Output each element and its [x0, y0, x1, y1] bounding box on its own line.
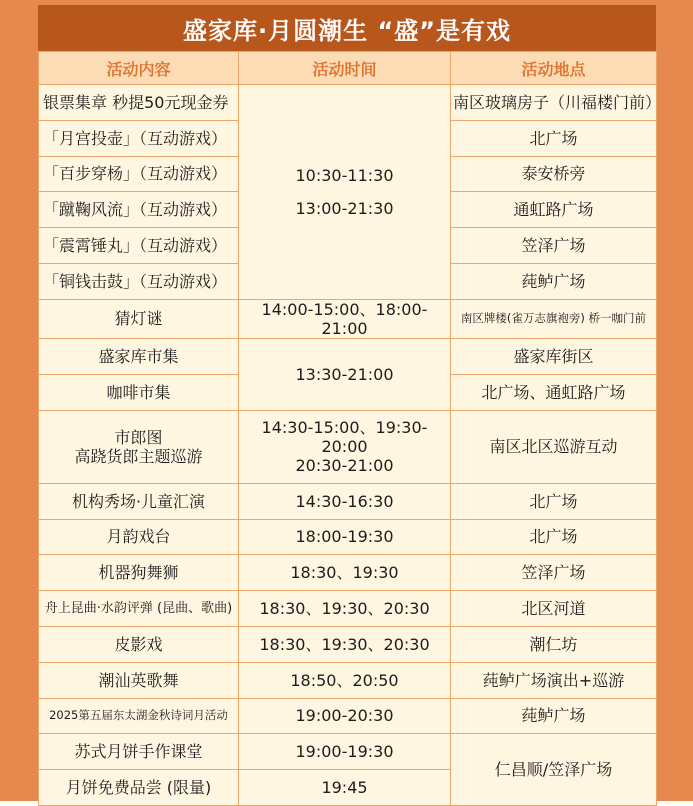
- games-time-cell: [239, 85, 451, 300]
- schedule-card: [38, 5, 662, 801]
- schedule-table: [38, 51, 662, 806]
- time-cell: 18:00-19:30: [239, 519, 451, 555]
- activity-cell: 2025第五届东太湖金秋诗词月活动: [39, 698, 239, 734]
- time-line-1: 14:30-15:00、19:30-20:00: [261, 417, 428, 457]
- activity-cell: 猜灯谜: [39, 299, 239, 338]
- activity-cell: 舟上昆曲·水韵评弹 (昆曲、歌曲): [39, 591, 239, 627]
- time-cell: 19:45: [239, 770, 451, 806]
- time-cell: 18:30、19:30、20:30: [239, 591, 451, 627]
- activity-cell: 皮影戏: [39, 626, 239, 662]
- header-time: 活动时间: [239, 52, 451, 85]
- games-time-2: 13:00-21:30: [295, 198, 394, 218]
- activity-cell: 咖啡市集: [39, 374, 239, 410]
- location-cell: 北区河道: [451, 591, 657, 627]
- location-cell: 莼鲈广场: [451, 263, 657, 299]
- location-cell: 北广场: [451, 120, 657, 156]
- table-row: [39, 662, 657, 698]
- location-cell: 北广场、通虹路广场: [451, 374, 657, 410]
- time-cell: 19:00-19:30: [239, 734, 451, 770]
- activity-line-2: 高跷货郎主题巡游: [74, 446, 203, 466]
- activity-cell: 月饼免费品尝 (限量): [39, 770, 239, 806]
- table-row: [39, 734, 657, 770]
- location-cell: 南区牌楼(雀万志旗袍旁) 桥一咖门前: [451, 299, 657, 338]
- table-row: [39, 555, 657, 591]
- games-time-1: 10:30-11:30: [295, 165, 394, 185]
- table-row: [39, 591, 657, 627]
- activity-cell: 「百步穿杨」（互动游戏）: [39, 156, 239, 192]
- header-activity: 活动内容: [39, 52, 239, 85]
- time-cell: 18:30、19:30: [239, 555, 451, 591]
- activity-cell: 机器狗舞狮: [39, 555, 239, 591]
- activity-cell: 「铜钱击鼓」（互动游戏）: [39, 263, 239, 299]
- location-cell: 通虹路广场: [451, 192, 657, 228]
- activity-cell: 「月宫投壶」（互动游戏）: [39, 120, 239, 156]
- table-row: [39, 299, 657, 338]
- location-cell: 北广场: [451, 483, 657, 519]
- activity-cell: 「蹴鞠风流」（互动游戏）: [39, 192, 239, 228]
- activity-cell: 盛家库市集: [39, 339, 239, 375]
- activity-cell: 银票集章 秒提50元现金券: [39, 85, 239, 121]
- market-time-cell: 13:30-21:00: [239, 339, 451, 411]
- table-row: [39, 519, 657, 555]
- table-row: [39, 626, 657, 662]
- table-row: [39, 339, 657, 375]
- activity-line-1: 市郎图: [114, 427, 163, 447]
- location-cell: 莼鲈广场演出+巡游: [451, 662, 657, 698]
- table-row: [39, 698, 657, 734]
- activity-cell: [39, 410, 239, 483]
- activity-cell: 「震霄锤丸」（互动游戏）: [39, 228, 239, 264]
- location-cell: 仁昌顺/笠泽广场: [451, 734, 657, 806]
- activity-cell: 苏式月饼手作课堂: [39, 734, 239, 770]
- table-header-row: [39, 52, 657, 85]
- time-line-2: 20:30-21:00: [295, 456, 394, 476]
- activity-cell: 机构秀场·儿童汇演: [39, 483, 239, 519]
- location-cell: 莼鲈广场: [451, 698, 657, 734]
- time-cell: 18:30、19:30、20:30: [239, 626, 451, 662]
- location-cell: 南区北区巡游互动: [451, 410, 657, 483]
- location-cell: 笠泽广场: [451, 555, 657, 591]
- activity-cell: 月韵戏台: [39, 519, 239, 555]
- location-cell: 南区玻璃房子（川福楼门前）: [451, 85, 657, 121]
- time-cell: [239, 410, 451, 483]
- table-row: [39, 85, 657, 121]
- time-cell: 19:00-20:30: [239, 698, 451, 734]
- location-cell: 盛家库街区: [451, 339, 657, 375]
- location-cell: 泰安桥旁: [451, 156, 657, 192]
- activity-cell: 潮汕英歌舞: [39, 662, 239, 698]
- location-cell: 潮仁坊: [451, 626, 657, 662]
- time-cell: 18:50、20:50: [239, 662, 451, 698]
- page-title: 盛家库·月圆潮生 “盛”是有戏: [38, 5, 656, 51]
- location-cell: 北广场: [451, 519, 657, 555]
- table-row: [39, 410, 657, 483]
- header-location: 活动地点: [451, 52, 657, 85]
- table-row: [39, 483, 657, 519]
- time-cell: 14:00-15:00、18:00-21:00: [239, 299, 451, 338]
- location-cell: 笠泽广场: [451, 228, 657, 264]
- time-cell: 14:30-16:30: [239, 483, 451, 519]
